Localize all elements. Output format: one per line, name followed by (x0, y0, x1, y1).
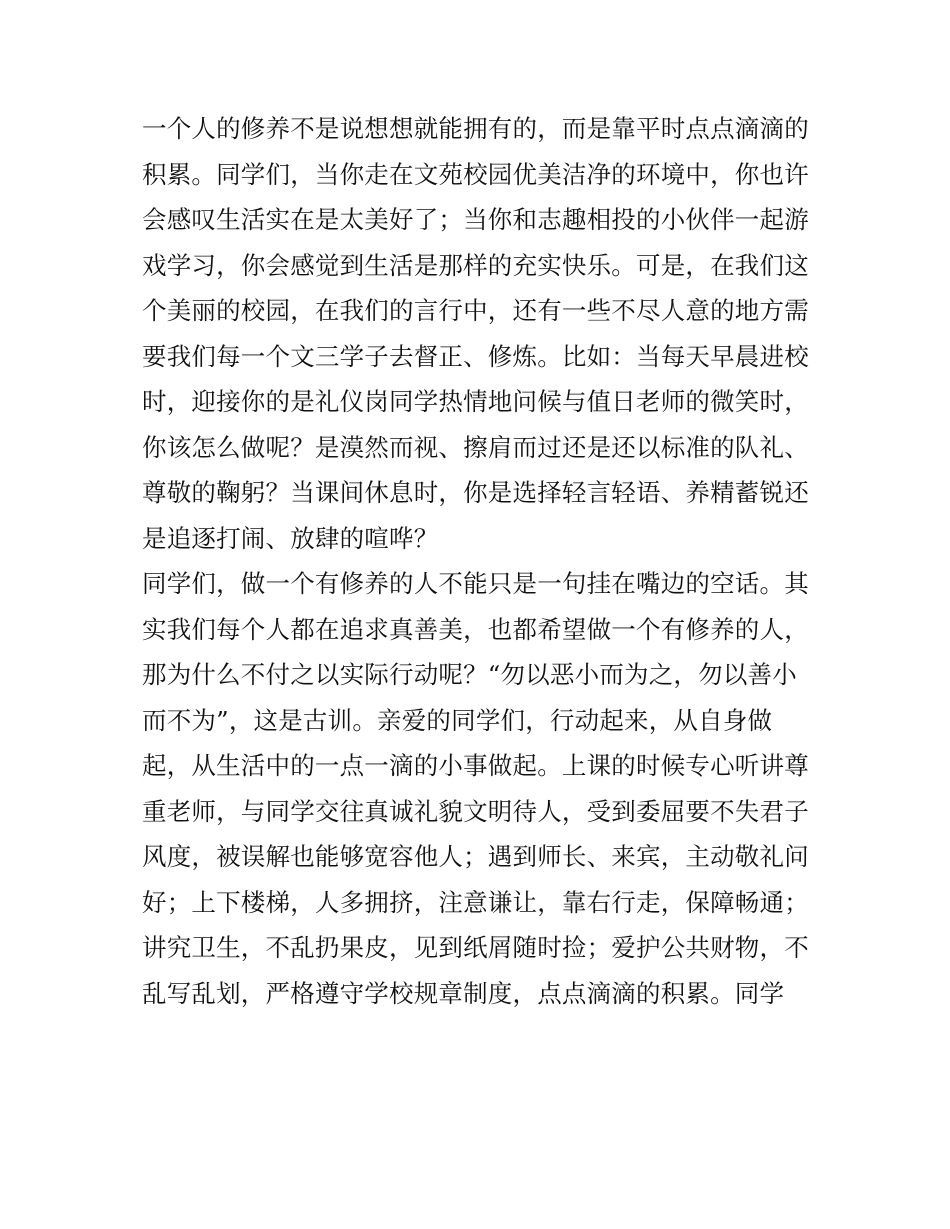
text-line: 你该怎么做呢？是漠然而视、擦肩而过还是还以标准的队礼、 (142, 432, 809, 462)
text-line: 时，迎接你的是礼仪岗同学热情地问候与值日老师的微笑时， (142, 387, 809, 416)
body-text (142, 106, 822, 1016)
text-line: 戏学习，你会感觉到生活是那样的充实快乐。可是，在我们这 (142, 250, 809, 280)
text-line: 会感叹生活实在是太美好了；当你和志趣相投的小伙伴一起游 (142, 205, 809, 234)
text-line: 乱写乱划，严格遵守学校规章制度，点点滴滴的积累。同学 (142, 978, 785, 1008)
text-line: 同学们，做一个有修养的人不能只是一句挂在嘴边的空话。其 (142, 569, 809, 598)
text-line: 个美丽的校园，在我们的言行中，还有一些不尽人意的地方需 (142, 296, 809, 325)
text-line: 重老师，与同学交往真诚礼貌文明待人，受到委屈要不失君子 (142, 796, 809, 826)
text-line: 风度，被误解也能够宽容他人；遇到师长、来宾，主动敬礼问 (142, 842, 809, 871)
text-line: 尊敬的鞠躬？当课间休息时，你是选择轻言轻语、养精蓄锐还 (142, 478, 809, 507)
text-line: 一个人的修养不是说想想就能拥有的，而是靠平时点点滴滴的 (142, 114, 809, 143)
text-line: 那为什么不付之以实际行动呢？“勿以恶小而为之，勿以善小 (142, 660, 797, 689)
text-line: 讲究卫生，不乱扔果皮，见到纸屑随时捡；爱护公共财物，不 (142, 933, 809, 962)
text-line: 起，从生活中的一点一滴的小事做起。上课的时候专心听讲尊 (142, 751, 809, 780)
text-line: 积累。同学们，当你走在文苑校园优美洁净的环境中，你也许 (142, 159, 809, 189)
text-line: 而不为”，这是古训。亲爱的同学们，行动起来，从自身做 (142, 705, 773, 735)
text-line: 好；上下楼梯，人多拥挤，注意谦让，靠右行走，保障畅通； (142, 887, 809, 917)
text-line: 是追逐打闹、放肆的喧哗？ (142, 523, 439, 553)
text-line: 要我们每一个文三学子去督正、修炼。比如：当每天早晨进校 (142, 341, 809, 371)
text-line: 实我们每个人都在追求真善美，也都希望做一个有修养的人， (142, 614, 809, 644)
